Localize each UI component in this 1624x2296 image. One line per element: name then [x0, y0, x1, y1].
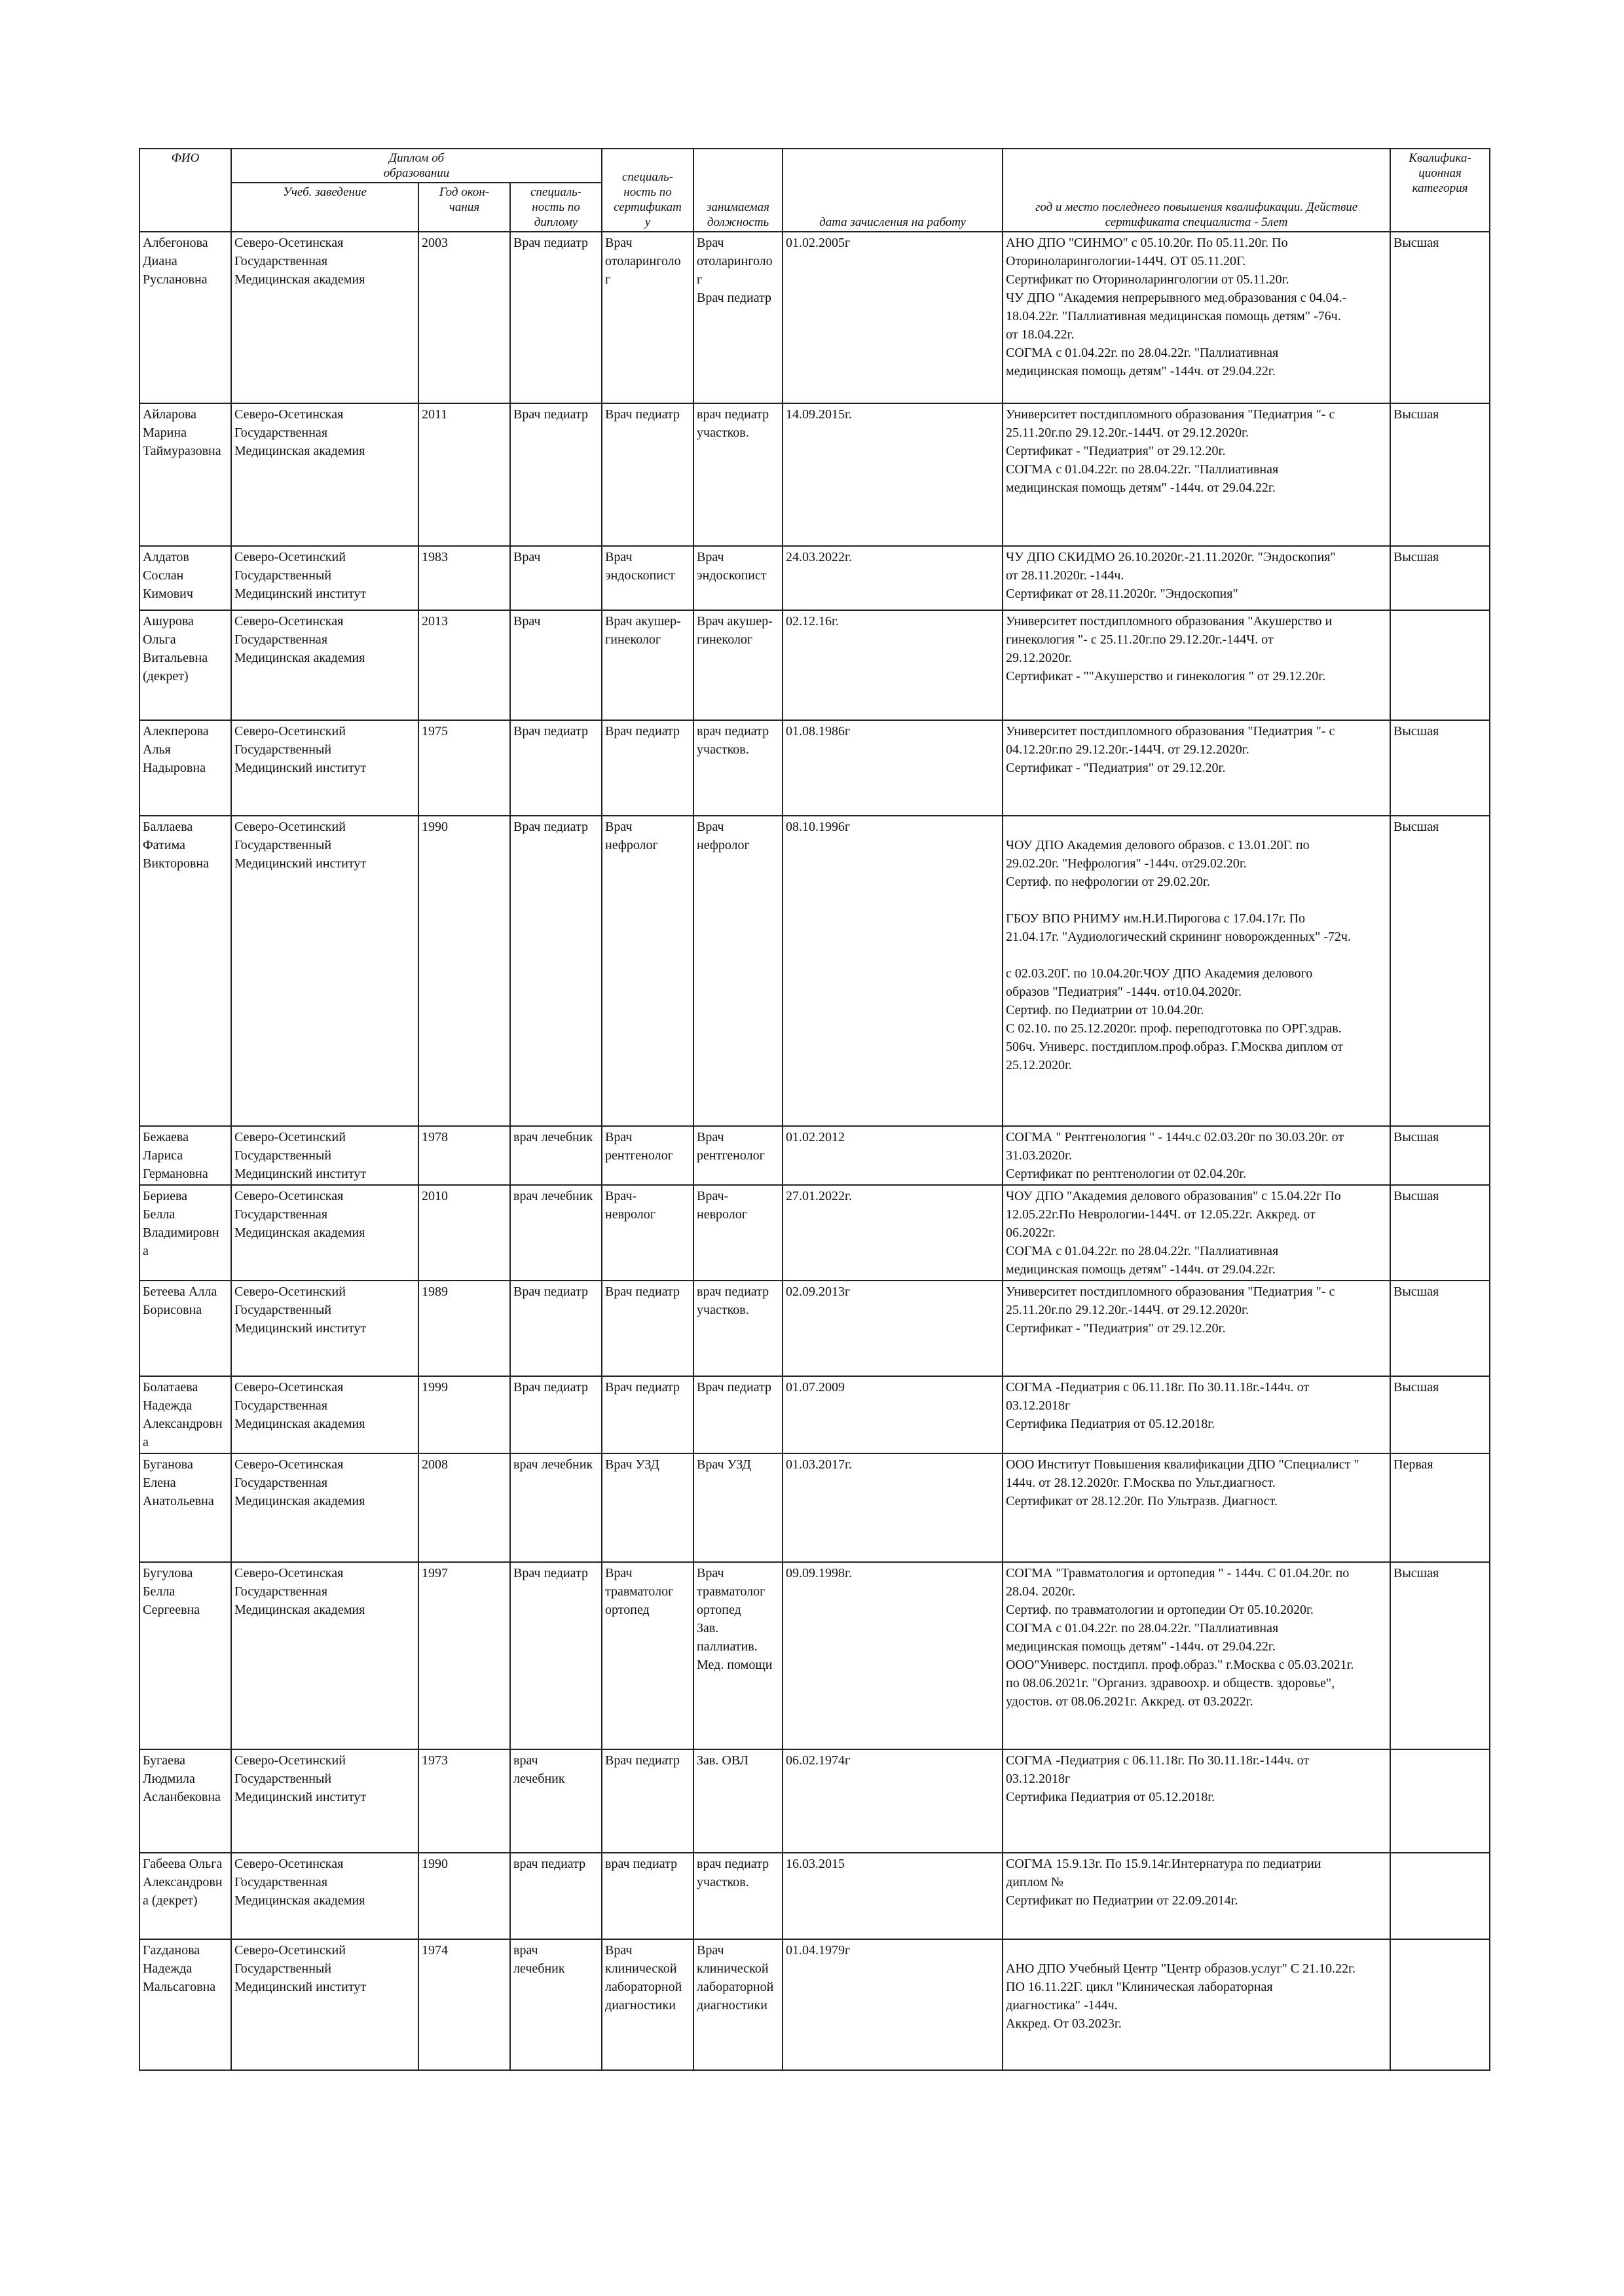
cell-cert-spec: Врач нефролог	[602, 816, 693, 1126]
header-fio: ФИО	[139, 149, 231, 232]
cell-hire-date: 02.09.2013г	[783, 1281, 1003, 1376]
header-cert-specialty: специаль- ность по сертификат у	[602, 149, 693, 232]
cell-year: 1999	[418, 1376, 510, 1453]
cell-year: 2011	[418, 403, 510, 546]
cell-training: АНО ДПО Учебный Центр "Центр образов.услуг" С 21.10.22г. ПО 16.11.22Г. цикл "Клиническая лабораторная диагностика" -144ч. Аккред. От 03.2023г.	[1003, 1939, 1390, 2070]
cell-category: Первая	[1390, 1453, 1490, 1562]
cell-hire-date: 24.03.2022г.	[783, 546, 1003, 610]
header-training: год и место последнего повышения квалификации. Действие сертификата специалиста - 5лет	[1003, 149, 1390, 232]
table-row	[139, 1853, 1490, 1939]
cell-diploma-spec: врач лечебник	[510, 1185, 602, 1281]
cell-fio: Бугаева Людмила Асланбековна	[139, 1749, 231, 1853]
table-row	[139, 610, 1490, 720]
cell-diploma-spec: Врач педиатр	[510, 403, 602, 546]
cell-diploma-spec: Врач педиатр	[510, 1562, 602, 1749]
cell-hire-date: 01.08.1986г	[783, 720, 1003, 816]
cell-position: Врач нефролог	[693, 816, 783, 1126]
cell-category: Высшая	[1390, 720, 1490, 816]
cell-training: СОГМА -Педиатрия с 06.11.18г. По 30.11.18г.-144ч. от 03.12.2018г Сертифика Педиатрия от 05.12.2018г.	[1003, 1749, 1390, 1853]
cell-cert-spec: Врач педиатр	[602, 403, 693, 546]
cell-position: врач педиатр участков.	[693, 1853, 783, 1939]
cell-institution: Северо-Осетинский Государственный Медицинский институт	[231, 816, 418, 1126]
cell-year: 1973	[418, 1749, 510, 1853]
cell-fio: Ашурова Ольга Витальевна (декрет)	[139, 610, 231, 720]
cell-category: Высшая	[1390, 1281, 1490, 1376]
cell-hire-date: 01.02.2012	[783, 1126, 1003, 1185]
cell-cert-spec: Врач педиатр	[602, 1281, 693, 1376]
cell-training: СОГМА " Рентгенология " - 144ч.с 02.03.20г по 30.03.20г. от 31.03.2020г. Сертификат по рентгенологии от 02.04.20г.	[1003, 1126, 1390, 1185]
cell-institution: Северо-Осетинский Государственный Медицинский институт	[231, 546, 418, 610]
cell-cert-spec: Врач клинической лабораторной диагностики	[602, 1939, 693, 2070]
header-diploma-specialty: специаль- ность по диплому	[510, 183, 602, 232]
cell-diploma-spec: Врач педиатр	[510, 816, 602, 1126]
cell-position: Врач рентгенолог	[693, 1126, 783, 1185]
cell-fio: Бериева Белла Владимировн а	[139, 1185, 231, 1281]
cell-fio: Алдатов Сослан Кимович	[139, 546, 231, 610]
cell-position: Врач педиатр	[693, 1376, 783, 1453]
cell-training: Университет постдипломного образования "Педиатрия "- с 25.11.20г.по 29.12.20г.-144Ч. от 29.12.2020г. Сертификат - "Педиатрия" от 29.12.20г. СОГМА с 01.04.22г. по 28.04.22г. "Паллиативная медицинская помощь детям" -144ч. от 29.04.22г.	[1003, 403, 1390, 546]
cell-training: Университет постдипломного образования "Педиатрия "- с 25.11.20г.по 29.12.20г.-144Ч. от 29.12.2020г. Сертификат - "Педиатрия" от 29.12.20г.	[1003, 1281, 1390, 1376]
header-position: занимаемая должность	[693, 149, 783, 232]
cell-training: ЧОУ ДПО "Академия делового образования" с 15.04.22г По 12.05.22г.По Неврологии-144Ч. от 12.05.22г. Аккред. от 06.2022г. СОГМА с 01.04.22г. по 28.04.22г. "Паллиативная медицинская помощь детям" -144ч. от 29.04.22г.	[1003, 1185, 1390, 1281]
cell-training: АНО ДПО "СИНМО" с 05.10.20г. По 05.11.20г. По Оториноларингологии-144Ч. ОТ 05.11.20Г. Сертификат по Оториноларингологии от 05.11.20г. ЧУ ДПО "Академия непрерывного мед.образования с 04.04.- 18.04.22г. "Паллиативная медицинская помощь детям" -76ч. от 18.04.22г. СОГМА с 01.04.22г. по 28.04.22г. "Паллиативная медицинская помощь детям" -144ч. от 29.04.22г.	[1003, 232, 1390, 403]
cell-year: 1974	[418, 1939, 510, 2070]
cell-hire-date: 01.02.2005г	[783, 232, 1003, 403]
cell-position: Врач травматолог ортопед Зав. паллиатив. Мед. помощи	[693, 1562, 783, 1749]
cell-cert-spec: Врач отоларинголо г	[602, 232, 693, 403]
cell-category: Высшая	[1390, 232, 1490, 403]
cell-fio: Айларова Марина Таймуразовна	[139, 403, 231, 546]
cell-hire-date: 01.03.2017г.	[783, 1453, 1003, 1562]
cell-training: Университет постдипломного образования "Акушерство и гинекология "- с 25.11.20г.по 29.12.20г.-144Ч. от 29.12.2020г. Сертификат - ""Акушерство и гинекология " от 29.12.20г.	[1003, 610, 1390, 720]
cell-position: Врач- невролог	[693, 1185, 783, 1281]
cell-category	[1390, 1853, 1490, 1939]
header-graduation-year: Год окон- чания	[418, 183, 510, 232]
cell-training: СОГМА "Травматология и ортопедия " - 144ч. С 01.04.20г. по 28.04. 2020г. Сертиф. по травматологии и ортопедии От 05.10.2020г. СОГМА с 01.04.22г. по 28.04.22г. "Паллиативная медицинская помощь детям" -144ч. от 29.04.22г. ООО"Универс. постдипл. проф.образ." г.Москва с 05.03.2021г. по 08.06.2021г. "Организ. здравоохр. и обществ. здоровье", удостов. от 08.06.2021г. Аккред. от 03.2022г.	[1003, 1562, 1390, 1749]
cell-fio: Баллаева Фатима Викторовна	[139, 816, 231, 1126]
cell-diploma-spec: Врач педиатр	[510, 232, 602, 403]
cell-position: Врач отоларинголо г Врач педиатр	[693, 232, 783, 403]
cell-cert-spec: Врач травматолог ортопед	[602, 1562, 693, 1749]
cell-diploma-spec: Врач	[510, 610, 602, 720]
cell-category: Высшая	[1390, 816, 1490, 1126]
cell-diploma-spec: врач педиатр	[510, 1853, 602, 1939]
table-row	[139, 1185, 1490, 1281]
cell-category	[1390, 610, 1490, 720]
cell-institution: Северо-Осетинская Государственная Медицинская академия	[231, 1185, 418, 1281]
cell-training: ЧУ ДПО СКИДМО 26.10.2020г.-21.11.2020г. "Эндоскопия" от 28.11.2020г. -144ч. Сертификат от 28.11.2020г. "Эндоскопия"	[1003, 546, 1390, 610]
header-hire-date: дата зачисления на работу	[783, 149, 1003, 232]
cell-diploma-spec: врач лечебник	[510, 1126, 602, 1185]
cell-diploma-spec: врач лечебник	[510, 1453, 602, 1562]
cell-fio: Алекперова Алья Надыровна	[139, 720, 231, 816]
table-row	[139, 232, 1490, 403]
cell-institution: Северо-Осетинская Государственная Медицинская академия	[231, 1853, 418, 1939]
cell-year: 1975	[418, 720, 510, 816]
cell-category: Высшая	[1390, 546, 1490, 610]
cell-diploma-spec: Врач	[510, 546, 602, 610]
cell-training: ООО Институт Повышения квалификации ДПО "Специалист " 144ч. от 28.12.2020г. Г.Москва по Ульт.диагност. Сертификат от 28.12.20г. По Ультразв. Диагност.	[1003, 1453, 1390, 1562]
cell-year: 1978	[418, 1126, 510, 1185]
cell-cert-spec: Врач эндоскопист	[602, 546, 693, 610]
cell-hire-date: 27.01.2022г.	[783, 1185, 1003, 1281]
cell-position: врач педиатр участков.	[693, 403, 783, 546]
cell-fio: Бетеева Алла Борисовна	[139, 1281, 231, 1376]
cell-year: 1990	[418, 1853, 510, 1939]
cell-year: 1989	[418, 1281, 510, 1376]
cell-year: 1990	[418, 816, 510, 1126]
cell-year: 2010	[418, 1185, 510, 1281]
cell-fio: Гazданова Надежда Мальсагoвна	[139, 1939, 231, 2070]
cell-institution: Северо-Осетинская Государственная Медицинская академия	[231, 232, 418, 403]
cell-diploma-spec: врач лечебник	[510, 1939, 602, 2070]
cell-hire-date: 08.10.1996г	[783, 816, 1003, 1126]
cell-year: 2003	[418, 232, 510, 403]
cell-cert-spec: Врач педиатр	[602, 1376, 693, 1453]
cell-institution: Северо-Осетинская Государственная Медицинская академия	[231, 1453, 418, 1562]
cell-cert-spec: Врач УЗД	[602, 1453, 693, 1562]
cell-fio: Бежаева Лариса Германовна	[139, 1126, 231, 1185]
table-row	[139, 720, 1490, 816]
cell-institution: Северо-Осетинский Государственный Медицинский институт	[231, 1939, 418, 2070]
cell-hire-date: 01.07.2009	[783, 1376, 1003, 1453]
table-row	[139, 1562, 1490, 1749]
cell-position: врач педиатр участков.	[693, 1281, 783, 1376]
cell-diploma-spec: Врач педиатр	[510, 1281, 602, 1376]
header-category: Квалифика- ционная категория	[1390, 149, 1490, 232]
cell-year: 2008	[418, 1453, 510, 1562]
cell-year: 2013	[418, 610, 510, 720]
cell-cert-spec: Врач- невролог	[602, 1185, 693, 1281]
cell-category: Высшая	[1390, 1126, 1490, 1185]
cell-hire-date: 02.12.16г.	[783, 610, 1003, 720]
cell-year: 1983	[418, 546, 510, 610]
cell-institution: Северо-Осетинский Государственный Медицинский институт	[231, 1281, 418, 1376]
cell-cert-spec: Врач педиатр	[602, 1749, 693, 1853]
cell-diploma-spec: Врач педиатр	[510, 1376, 602, 1453]
cell-training: СОГМА -Педиатрия с 06.11.18г. По 30.11.18г.-144ч. от 03.12.2018г Сертифика Педиатрия от 05.12.2018г.	[1003, 1376, 1390, 1453]
cell-hire-date: 16.03.2015	[783, 1853, 1003, 1939]
cell-position: врач педиатр участков.	[693, 720, 783, 816]
cell-cert-spec: Врач педиатр	[602, 720, 693, 816]
cell-category: Высшая	[1390, 1185, 1490, 1281]
header-institution: Учеб. заведение	[231, 183, 418, 232]
cell-fio: Болатаева Надежда Александровн а	[139, 1376, 231, 1453]
cell-hire-date: 14.09.2015г.	[783, 403, 1003, 546]
table-row	[139, 1376, 1490, 1453]
cell-fio: Буганова Елена Анатольевна	[139, 1453, 231, 1562]
cell-position: Врач акушер- гинеколог	[693, 610, 783, 720]
cell-category: Высшая	[1390, 403, 1490, 546]
table-row	[139, 403, 1490, 546]
cell-training: Университет постдипломного образования "Педиатрия "- с 04.12.20г.по 29.12.20г.-144Ч. от 29.12.2020г. Сертификат - "Педиатрия" от 29.12.20г.	[1003, 720, 1390, 816]
cell-position: Врач клинической лабораторной диагностики	[693, 1939, 783, 2070]
cell-institution: Северо-Осетинская Государственная Медицинская академия	[231, 1376, 418, 1453]
cell-institution: Северо-Осетинская Государственная Медицинская академия	[231, 1562, 418, 1749]
cell-institution: Северо-Осетинский Государственный Медицинский институт	[231, 720, 418, 816]
cell-institution: Северо-Осетинская Государственная Медицинская академия	[231, 610, 418, 720]
cell-cert-spec: Врач акушер- гинеколог	[602, 610, 693, 720]
cell-diploma-spec: Врач педиатр	[510, 720, 602, 816]
cell-hire-date: 01.04.1979г	[783, 1939, 1003, 2070]
cell-institution: Северо-Осетинская Государственная Медицинская академия	[231, 403, 418, 546]
table-row	[139, 816, 1490, 1126]
staff-qualification-table	[139, 148, 1490, 2071]
cell-position: Зав. ОВЛ	[693, 1749, 783, 1853]
cell-position: Врач эндоскопист	[693, 546, 783, 610]
cell-fio: Габеева Ольга Александровн а (декрет)	[139, 1853, 231, 1939]
cell-training: ЧОУ ДПО Академия делового образов. с 13.01.20Г. по 29.02.20г. "Нефрология" -144ч. от29.02.20г. Сертиф. по нефрологии от 29.02.20г. ГБОУ ВПО РНИМУ им.Н.И.Пирогова с 17.04.17г. По 21.04.17г. "Аудиологический скрининг новорожденных" -72ч. с 02.03.20Г. по 10.04.20г.ЧОУ ДПО Академия делового образов "Педиатрия" -144ч. от10.04.2020г. Сертиф. по Педиатрии от 10.04.20г. С 02.10. по 25.12.2020г. проф. переподготовка по ОРГ.здрав. 506ч. Универс. постдиплом.проф.образ. Г.Москва диплом от 25.12.2020г.	[1003, 816, 1390, 1126]
table-row	[139, 1939, 1490, 2070]
cell-category	[1390, 1749, 1490, 1853]
table-row	[139, 1749, 1490, 1853]
cell-hire-date: 09.09.1998г.	[783, 1562, 1003, 1749]
cell-institution: Северо-Осетинский Государственный Медицинский институт	[231, 1749, 418, 1853]
header-row-top	[139, 149, 1490, 183]
cell-category	[1390, 1939, 1490, 2070]
cell-diploma-spec: врач лечебник	[510, 1749, 602, 1853]
table-row	[139, 1453, 1490, 1562]
cell-fio: Албегонова Диана Руслановна	[139, 232, 231, 403]
cell-year: 1997	[418, 1562, 510, 1749]
table-row	[139, 1281, 1490, 1376]
cell-hire-date: 06.02.1974г	[783, 1749, 1003, 1853]
cell-fio: Бугулова Белла Сергеевна	[139, 1562, 231, 1749]
cell-cert-spec: врач педиатр	[602, 1853, 693, 1939]
cell-category: Высшая	[1390, 1376, 1490, 1453]
table-row	[139, 1126, 1490, 1185]
cell-position: Врач УЗД	[693, 1453, 783, 1562]
cell-training: СОГМА 15.9.13г. По 15.9.14г.Интернатура по педиатрии диплом № Сертификат по Педиатрии от 22.09.2014г.	[1003, 1853, 1390, 1939]
cell-cert-spec: Врач рентгенолог	[602, 1126, 693, 1185]
header-diploma-group: Диплом об образовании	[231, 149, 602, 183]
cell-institution: Северо-Осетинский Государственный Медицинский институт	[231, 1126, 418, 1185]
table-row	[139, 546, 1490, 610]
cell-category: Высшая	[1390, 1562, 1490, 1749]
